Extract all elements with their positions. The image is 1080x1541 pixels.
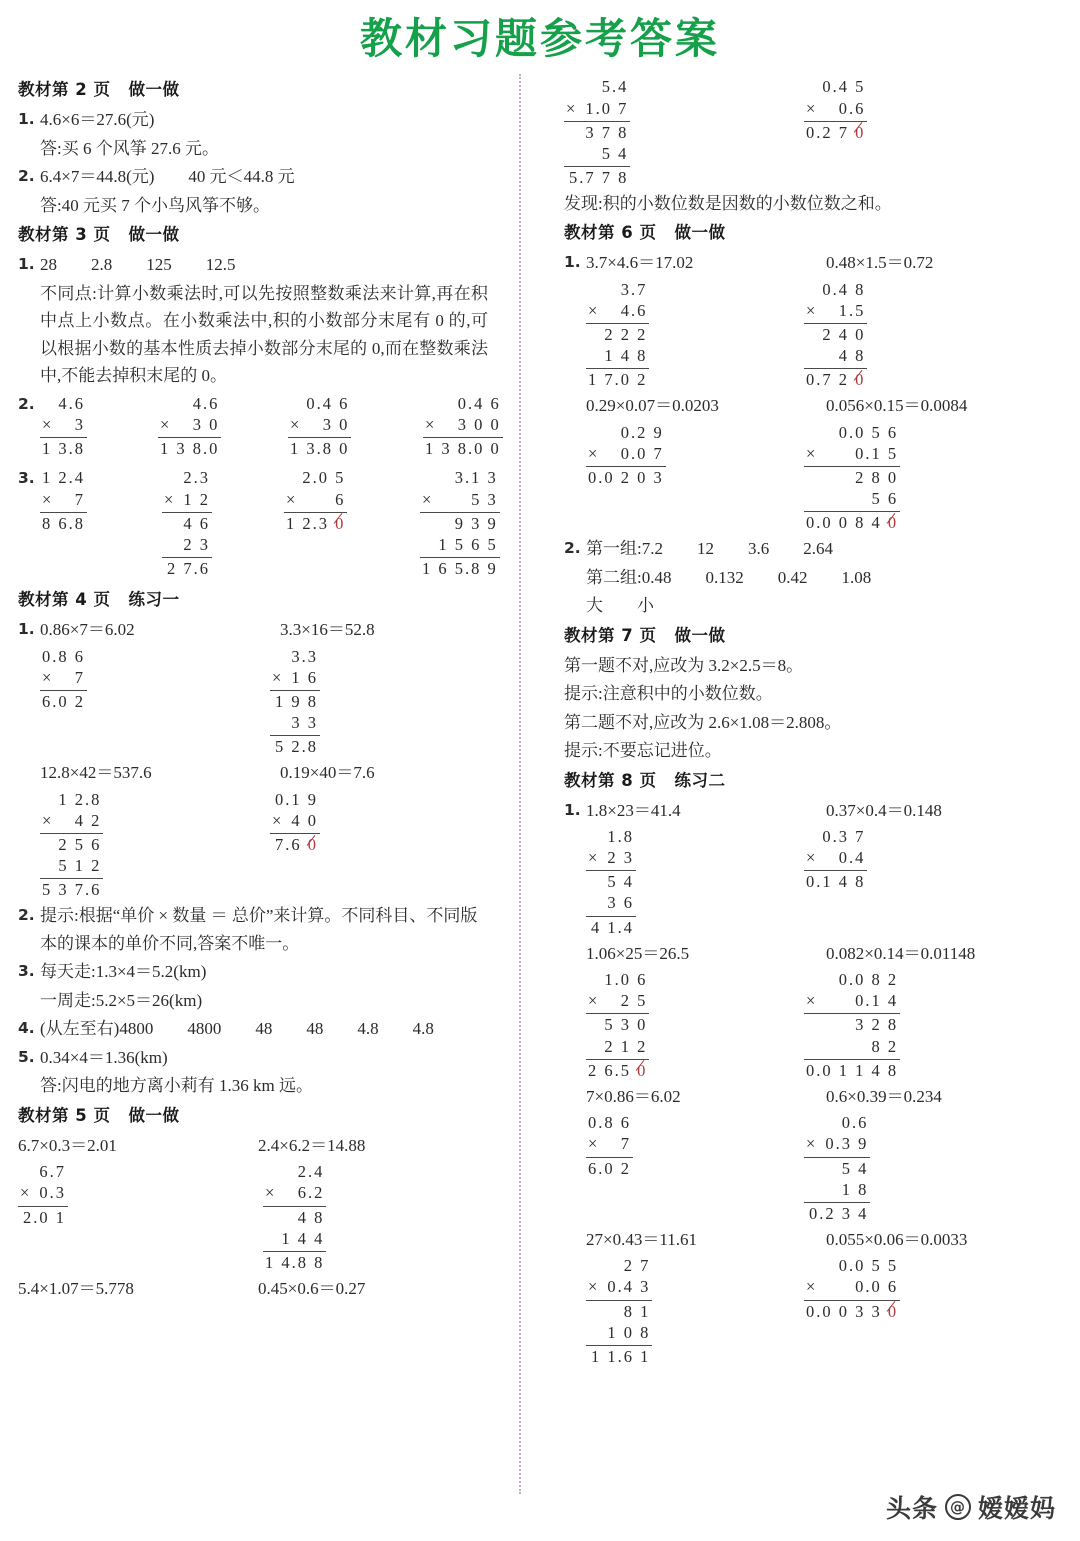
list-item (564, 249, 1028, 277)
calc-slot (586, 969, 804, 1081)
section-header-page7: 教材第 7 页 做一做 (564, 625, 726, 645)
calc-slot (162, 467, 284, 582)
equation: 0.19×40＝7.6 (280, 763, 375, 783)
multiply-icon: × (588, 1277, 598, 1297)
multiply-icon: × (265, 1183, 275, 1203)
equation: 6.7×0.3＝2.01 (18, 1135, 117, 1155)
multiplicand-row: 0.6 (841, 1113, 869, 1133)
vertical-calculation (586, 422, 666, 488)
multiplier-row: × 0.3 9 (804, 1133, 870, 1157)
product-row: 0.2 3 4 (808, 1203, 869, 1223)
multiplier-row: × 4.6 (586, 300, 649, 324)
partial-product-row: 1 0 8 (586, 1322, 652, 1346)
multiplicand-row: 0.8 6 (588, 1113, 631, 1133)
vertical-calc-group (586, 1112, 1028, 1224)
multiplicand-row: 0.0 5 6 (838, 422, 899, 442)
at-icon: @ (945, 1494, 971, 1520)
partial-product-row: 4 8 (804, 345, 867, 369)
list-item (18, 616, 488, 644)
vertical-calc-group (586, 279, 1028, 391)
product-row: 1 2.3 0 (286, 513, 346, 533)
watermark (886, 1489, 1056, 1525)
multiply-icon: × (588, 300, 598, 320)
item-number: 2. (18, 906, 35, 925)
multiply-icon: × (42, 667, 52, 687)
list-item: 一周走:5.2×5＝26(km) (40, 990, 203, 1010)
list-item (18, 391, 501, 465)
multiplicand-row: 0.4 5 (822, 77, 866, 97)
vertical-calculation (270, 646, 320, 758)
multiplicand-row: 3.7 (620, 279, 648, 299)
multiply-icon: × (806, 1277, 816, 1297)
calc-slot (270, 646, 470, 758)
list-item (564, 1083, 1028, 1111)
vertical-calc-group (586, 826, 1028, 938)
product-row: 2 6.5 0 (588, 1060, 648, 1080)
calc-slot (158, 393, 288, 463)
vertical-calc-group (586, 1255, 1028, 1367)
calc-slot (586, 1112, 804, 1224)
multiplier-row: × 0.0 6 (804, 1276, 900, 1300)
multiply-icon: × (806, 300, 816, 320)
equation: 0.45×0.6＝0.27 (258, 1278, 366, 1298)
equation: 5.4×1.07＝5.778 (18, 1278, 134, 1298)
partial-product-row: 4 6 (183, 513, 210, 533)
list-item (564, 1226, 1028, 1254)
two-column-body (0, 74, 1080, 1494)
product-row: 0.0 1 1 4 8 (806, 1060, 899, 1080)
product-row: 5 3 7.6 (42, 880, 102, 900)
calc-slot (40, 646, 270, 758)
calc-slot (40, 467, 162, 582)
calc-slot (18, 1161, 263, 1273)
multiply-icon: × (806, 443, 816, 463)
item-number: 2. (18, 394, 35, 413)
product-row: 0.0 2 0 3 (588, 468, 664, 488)
calc-slot (270, 789, 470, 901)
product-row: 6.0 2 (42, 691, 85, 711)
multiplicand-row: 0.0 8 2 (838, 970, 899, 990)
multiplicand-row: 6.7 (39, 1162, 66, 1182)
equation: 27×0.43＝11.61 (586, 1229, 697, 1249)
list-item: 大 小 (586, 596, 654, 616)
left-column (0, 74, 500, 1494)
product-row: 1 6 5.8 9 (422, 558, 498, 578)
multiplier-row: × 0.4 (804, 847, 867, 871)
item-number: 5. (18, 1047, 35, 1066)
equation: 0.056×0.15＝0.0084 (826, 396, 968, 416)
multiplier-row: × 4 0 (270, 810, 320, 834)
partial-product-row: 2 4 0 (822, 324, 866, 344)
multiplicand-row: 1.0 6 (604, 970, 648, 990)
product-row: 0.0 0 8 4 0 (806, 513, 899, 533)
calc-slot (40, 393, 158, 463)
vertical-calculation (804, 279, 867, 391)
calc-slot (284, 467, 420, 582)
list-item: 1. 4.6×6＝27.6(元) (18, 106, 488, 134)
multiplier-row: × 0.4 3 (586, 1276, 652, 1300)
calc-slot (40, 789, 270, 901)
multiply-icon: × (422, 489, 432, 509)
partial-product-row: 5 4 (607, 872, 634, 892)
calc-slot (804, 76, 1004, 188)
multiplier-row: × 1.0 7 (564, 98, 630, 122)
list-item: 2. 6.4×7＝44.8(元) 40 元＜44.8 元 (18, 163, 488, 191)
multiply-icon: × (806, 98, 816, 118)
multiply-icon: × (272, 810, 282, 830)
list-item: 5. 0.34×4＝1.36(km) (18, 1044, 488, 1072)
multiplicand-row: 5.4 (601, 77, 629, 97)
multiplicand-row: 1.8 (607, 827, 634, 847)
vertical-calc-group (40, 393, 573, 463)
crossed-out-zero: 0 (855, 122, 866, 142)
item-number: 1. (18, 110, 35, 129)
item-number: 1. (18, 255, 35, 274)
partial-product-row: 9 3 9 (454, 513, 498, 533)
multiplicand-row: 4.6 (58, 393, 85, 413)
calc-slot (263, 1161, 463, 1273)
multiply-icon: × (588, 1134, 598, 1154)
section-header-page3: 教材第 3 页 做一做 (18, 225, 180, 245)
product-row: 1 1.6 1 (590, 1346, 651, 1366)
list-item: 答:买 6 个风筝 27.6 元。 (40, 138, 219, 158)
multiply-icon: × (286, 489, 296, 509)
vertical-calculation (420, 467, 500, 579)
calc-slot (564, 76, 804, 188)
vertical-calculation (586, 969, 649, 1081)
column-divider (500, 74, 540, 1494)
vertical-calculation (284, 467, 347, 533)
page-title: 教材习题参考答案 (359, 14, 720, 63)
product-row: 1 3 8.0 (160, 438, 220, 458)
equation: 1.8×23＝41.4 (586, 800, 681, 820)
multiplicand-row: 0.2 9 (620, 422, 664, 442)
multiply-icon: × (20, 1183, 30, 1203)
equation: 12.8×42＝537.6 (40, 763, 152, 783)
list-item: 1. 28 2.8 125 12.5 (18, 251, 488, 279)
product-row: 8 6.8 (42, 513, 85, 533)
calc-slot (586, 422, 804, 534)
equation: 1.06×25＝26.5 (586, 943, 690, 963)
partial-product-row: 5 4 (841, 1158, 869, 1178)
product-row: 1 3 8.0 0 (425, 438, 501, 458)
vertical-calculation (804, 76, 867, 142)
multiply-icon: × (42, 489, 52, 509)
section-header-page6: 教材第 6 页 做一做 (564, 223, 726, 243)
multiply-icon: × (290, 414, 300, 434)
product-row: 6.0 2 (588, 1158, 631, 1178)
item-number: 2. (18, 167, 35, 186)
multiply-icon: × (806, 1134, 816, 1154)
equation: 7×0.86＝6.02 (586, 1086, 681, 1106)
equation: 2.4×6.2＝14.88 (258, 1135, 366, 1155)
item-number: 3. (18, 469, 35, 488)
list-item: 答:40 元买 7 个小鸟风筝不够。 (40, 195, 270, 215)
multiplier-row: × 6 (284, 489, 347, 513)
multiplier-row: × 1 6 (270, 667, 320, 691)
list-item: 2. 第一组:7.2 12 3.6 2.64 (564, 535, 1028, 563)
multiplier-row: × 1 2 (162, 489, 212, 513)
product-row: 0.2 7 0 (806, 122, 866, 142)
vertical-calculation (804, 1255, 900, 1321)
list-item: 第一题不对,应改为 3.2×2.5＝8。 (564, 655, 804, 675)
list-item: 第二题不对,应改为 2.6×1.08＝2.808。 (564, 712, 842, 732)
right-column (540, 74, 1040, 1494)
vertical-calculation (270, 789, 320, 855)
vertical-calculation (40, 393, 87, 459)
list-item (18, 465, 498, 584)
list-item (564, 940, 1028, 968)
product-row: 7.6 0 (274, 834, 318, 854)
vertical-calc-group (40, 646, 488, 758)
multiply-icon: × (272, 667, 282, 687)
partial-product-row: 1 5 6 5 (420, 534, 500, 558)
multiplier-row: × 3 0 (288, 414, 351, 438)
section-header-page5: 教材第 5 页 做一做 (18, 1106, 180, 1126)
vertical-calc-group (40, 789, 488, 901)
multiply-icon: × (588, 848, 598, 868)
vertical-calc-group (18, 1161, 488, 1273)
multiplicand-row: 0.0 5 5 (838, 1256, 899, 1276)
product-row: 1 4.8 8 (265, 1252, 325, 1272)
multiply-icon: × (566, 98, 576, 118)
vertical-calculation (162, 467, 212, 579)
vertical-calculation (804, 1112, 870, 1224)
vertical-calc-group (564, 76, 1028, 188)
partial-product-row: 1 9 8 (274, 691, 318, 711)
list-item (18, 1132, 488, 1160)
multiplicand-row: 2.3 (183, 468, 210, 488)
equation: 3.3×16＝52.8 (280, 620, 375, 640)
vertical-calculation (423, 393, 503, 459)
multiplicand-row: 0.3 7 (822, 827, 866, 847)
calc-slot (586, 279, 804, 391)
calc-slot (804, 826, 1004, 938)
vertical-calculation (263, 1161, 326, 1273)
partial-product-row: 8 1 (623, 1301, 651, 1321)
product-row: 1 3.8 (42, 438, 85, 458)
partial-product-row: 2 2 2 (604, 324, 648, 344)
multiply-icon: × (42, 810, 52, 830)
partial-product-row: 3 3 (270, 712, 320, 736)
multiplier-row: × 0.3 (18, 1182, 68, 1206)
list-item (18, 759, 488, 787)
multiplier-row: × 7 (40, 667, 87, 691)
product-row: 1 3.8 0 (290, 438, 350, 458)
equation: 0.082×0.14＝0.01148 (826, 943, 976, 963)
explanation-paragraph: 不同点:计算小数乘法时,可以先按照整数乘法来计算,再在积中点上小数点。在小数乘法中,积的小数部分末尾有 0 的,可以根据小数的基本性质去掉小数部分末尾的 0,而在整数乘法中,不能去掉积末尾的 0。 (40, 283, 488, 386)
multiplier-row: × 6.2 (263, 1182, 326, 1206)
multiplicand-row: 3.1 3 (454, 468, 498, 488)
multiplicand-row: 2.4 (297, 1162, 325, 1182)
product-row: 1 7.0 2 (588, 370, 648, 390)
calc-slot (804, 1112, 1004, 1224)
vertical-calculation (158, 393, 221, 459)
calc-slot (586, 826, 804, 938)
crossed-out-zero: 0 (335, 513, 346, 533)
list-item: 4. (从左至右)4800 4800 48 48 4.8 4.8 (18, 1015, 488, 1043)
item-number: 2. (564, 539, 581, 558)
multiplier-row: × 2 3 (586, 847, 636, 871)
partial-product-row: 3 7 8 (585, 122, 629, 142)
product-row: 0.7 2 0 (806, 370, 866, 390)
multiplier-row: × 7 (586, 1133, 633, 1157)
product-row: 2 7.6 (166, 558, 210, 578)
product-row: 0.0 0 3 3 0 (806, 1301, 899, 1321)
equation: 0.37×0.4＝0.148 (826, 800, 942, 820)
watermark-user: 嫒嫒妈 (977, 1494, 1056, 1523)
list-item (18, 1275, 488, 1303)
multiplicand-row: 0.1 9 (274, 789, 318, 809)
partial-product-row: 5 1 2 (40, 855, 103, 879)
multiplicand-row: 1 2.4 (42, 468, 85, 488)
multiplicand-row: 3.3 (291, 646, 318, 666)
crossed-out-zero: 0 (887, 1301, 899, 1321)
multiply-icon: × (164, 489, 174, 509)
partial-product-row: 2 1 2 (586, 1036, 649, 1060)
list-item: 第二组:0.48 0.132 0.42 1.08 (586, 567, 872, 587)
list-item (564, 190, 1028, 218)
vertical-calculation (804, 422, 900, 534)
multiply-icon: × (806, 991, 816, 1011)
product-row: 5.7 7 8 (568, 167, 629, 187)
partial-product-row: 5 4 (564, 143, 630, 167)
multiplier-row: × 0.0 7 (586, 443, 666, 467)
item-number: 3. (18, 962, 35, 981)
partial-product-row: 1 4 8 (586, 345, 649, 369)
multiply-icon: × (160, 414, 170, 434)
list-item (564, 797, 1028, 825)
multiplicand-row: 2 7 (623, 1256, 651, 1276)
multiplier-row: × 0.6 (804, 98, 867, 122)
multiplier-row: × 0.1 4 (804, 990, 900, 1014)
vertical-calculation (586, 1255, 652, 1367)
product-row: 4 1.4 (590, 917, 634, 937)
calc-slot (804, 1255, 1004, 1367)
partial-product-row: 5 3 0 (604, 1015, 648, 1035)
vertical-calculation (564, 76, 630, 188)
equation: 0.055×0.06＝0.0033 (826, 1229, 968, 1249)
list-item: 3. 每天走:1.3×4＝5.2(km) (18, 958, 488, 986)
list-item: 答:闪电的地方离小莉有 1.36 km 远。 (40, 1076, 313, 1096)
vertical-calculation (40, 467, 87, 533)
calc-slot (804, 422, 1004, 534)
vertical-calculation (40, 646, 87, 712)
multiplicand-row: 0.4 6 (306, 393, 350, 413)
partial-product-row: 2 8 0 (855, 468, 899, 488)
partial-product-row: 3 6 (586, 892, 636, 916)
equation: 0.86×7＝6.02 (40, 620, 135, 640)
equation: 3.7×4.6＝17.02 (586, 253, 694, 273)
item-number: 1. (18, 620, 35, 639)
partial-product-row: 1 4 4 (263, 1228, 326, 1252)
partial-product-row: 3 2 8 (855, 1015, 899, 1035)
multiplier-row: × 2 5 (586, 990, 649, 1014)
discovery-note: 发现:积的小数位数是因数的小数位数之和。 (564, 193, 892, 213)
multiplier-row: × 3 0 (158, 414, 221, 438)
multiplier-row: × 1.5 (804, 300, 867, 324)
equation: 0.6×0.39＝0.234 (826, 1086, 942, 1106)
equation: 0.48×1.5＝0.72 (826, 253, 934, 273)
item-number: 4. (18, 1019, 35, 1038)
list-item: 2. 提示:根据“单价 × 数量 ＝ 总价”来计算。不同科目、不同版本的课本的单价不同,答案不唯一。 (18, 902, 488, 957)
item-number: 1. (564, 800, 581, 819)
calc-slot (804, 969, 1004, 1081)
partial-product-row: 2 3 (162, 534, 212, 558)
vertical-calculation (40, 789, 103, 901)
section-header-page4: 教材第 4 页 练习一 (18, 590, 180, 610)
partial-product-row: 4 8 (297, 1207, 325, 1227)
multiplier-row: × 3 0 0 (423, 414, 503, 438)
watermark-brand: 头条 (885, 1494, 938, 1523)
section-header-page8: 教材第 8 页 练习二 (564, 770, 726, 790)
section-header-page2: 教材第 2 页 做一做 (18, 80, 180, 100)
calc-slot (586, 1255, 804, 1367)
crossed-out-zero: 0 (637, 1060, 648, 1080)
multiplicand-row: 0.8 6 (42, 646, 85, 666)
product-row: 2.0 1 (22, 1207, 66, 1227)
calc-slot (288, 393, 423, 463)
multiplicand-row: 2.0 5 (302, 468, 346, 488)
crossed-out-zero: 0 (855, 370, 866, 390)
multiplier-row: × 5 3 (420, 489, 500, 513)
crossed-out-zero: 0 (307, 834, 318, 854)
multiplicand-row: 4.6 (192, 393, 220, 413)
partial-product-row: 1 8 (804, 1179, 870, 1203)
multiplier-row: × 0.1 5 (804, 443, 900, 467)
vertical-calculation (804, 969, 900, 1081)
partial-product-row: 2 5 6 (58, 834, 102, 854)
list-item: 提示:不要忘记进位。 (564, 741, 722, 761)
vertical-calculation (586, 1112, 633, 1178)
list-item (564, 392, 1028, 420)
partial-product-row: 8 2 (804, 1036, 900, 1060)
vertical-calculation (586, 826, 636, 938)
vertical-calc-group (40, 467, 570, 582)
vertical-calculation (18, 1161, 68, 1227)
multiply-icon: × (588, 991, 598, 1011)
multiplicand-row: 0.4 8 (822, 279, 866, 299)
multiplier-row: × 4 2 (40, 810, 103, 834)
partial-product-row: 5 6 (804, 488, 900, 512)
multiplier-row: × 3 (40, 414, 87, 438)
vertical-calculation (804, 826, 867, 892)
multiply-icon: × (425, 414, 435, 434)
calc-slot (804, 279, 1004, 391)
multiplicand-row: 1 2.8 (58, 789, 102, 809)
product-row: 5 2.8 (274, 737, 318, 757)
multiply-icon: × (42, 414, 52, 434)
multiplier-row: × 7 (40, 489, 87, 513)
vertical-calculation (586, 279, 649, 391)
vertical-calc-group (586, 422, 1028, 534)
list-item: 提示:注意积中的小数位数。 (564, 684, 773, 704)
multiplicand-row: 0.4 6 (457, 393, 501, 413)
multiply-icon: × (806, 848, 816, 868)
crossed-out-zero: 0 (887, 513, 899, 533)
equation: 0.29×0.07＝0.0203 (586, 396, 719, 416)
product-row: 0.1 4 8 (806, 872, 866, 892)
multiply-icon: × (588, 443, 598, 463)
vertical-calc-group (586, 969, 1028, 1081)
vertical-calculation (288, 393, 351, 459)
item-number: 1. (564, 253, 581, 272)
